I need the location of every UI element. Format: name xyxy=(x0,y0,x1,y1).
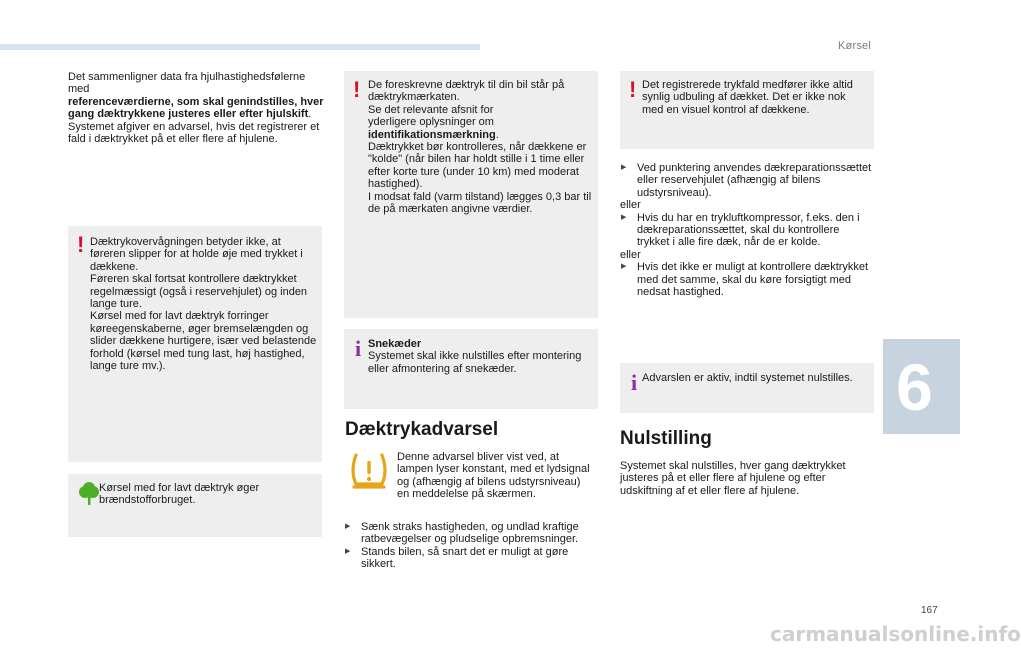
info-icon: i xyxy=(631,370,638,395)
intro-line: Det sammenligner data fra hjulhastighedsfølerne med xyxy=(68,71,306,96)
pressure-warning-part1: De foreskrevne dæktryk til din bil står på dæktrykmærkaten. Se det relevante afsnit for yderligere oplysninger om xyxy=(368,79,565,129)
active-info-text: Advarslen er aktiv, indtil systemet nulstilles. xyxy=(642,372,853,384)
heading-tire-warning: Dæktrykadvarsel xyxy=(345,419,499,440)
or-label: eller xyxy=(620,248,641,261)
chapter-number: 6 xyxy=(896,349,933,424)
info-box-snow-chains xyxy=(344,329,598,409)
warning-box-monitoring xyxy=(68,226,322,462)
warning-box-pressure xyxy=(344,71,598,318)
reset-text: Systemet skal nulstilles, hver gang dæktrykket justeres på et eller flere af hjulene og efter udskiftning af et eller flere af hjulene. xyxy=(620,460,846,497)
chapter-tab xyxy=(883,339,960,434)
warning-text: Dæktrykovervågningen betyder ikke, at føreren slipper for at holde øje med trykket i dækkene. Føreren skal fortsat kontrollere dæktrykket regelmæssigt (også i reservehjulet) og inden lange ture. Kørsel med for lavt dæktryk forringer køreegenskaberne, øger bremselængden og slider dækkene hurtigere, især ved belastende forhold (kørsel med tung last, høj hastighed, lange ture mv.). xyxy=(90,236,317,373)
snow-chains-text xyxy=(368,338,594,375)
eco-box xyxy=(68,474,322,537)
visual-check-text: Det registrerede trykfald medfører ikke altid synlig udbuling af dækket. Det er ikke nok med en visuel kontrol af dækkene. xyxy=(642,79,853,116)
info-icon: i xyxy=(355,336,362,361)
exclamation-icon: ! xyxy=(353,77,361,102)
exclamation-icon: ! xyxy=(629,77,637,102)
running-header: Kørsel xyxy=(838,40,871,52)
pressure-warning-bold: identifikationsmærkning xyxy=(368,128,496,141)
info-box-active xyxy=(620,363,874,413)
tire-pressure-warning-lamp-icon xyxy=(348,451,390,491)
pressure-warning-text xyxy=(368,79,594,215)
warning-box-visual-check xyxy=(620,71,874,149)
or-label: eller xyxy=(620,199,641,212)
intro-bold-end: . xyxy=(308,108,312,121)
intro-bold: referenceværdierne, som skal genindstilles, hver gang dæktrykkene justeres eller efter hjulskift xyxy=(68,95,324,121)
intro-line-2: Systemet afgiver en advarsel, hvis det registrerer et fald i dæktrykket på et eller flere af hjulene. xyxy=(68,120,320,146)
lamp-text: Denne advarsel bliver vist ved, at lampen lyser konstant, med et lydsignal og (afhængig af bilens udstyrsniveau) en meddelelse på skærmen. xyxy=(397,451,590,501)
watermark: carmanualsonline.info xyxy=(770,622,1021,646)
eco-tree-icon xyxy=(78,482,100,506)
heading-reset: Nulstilling xyxy=(620,428,712,449)
puncture-list xyxy=(620,162,874,298)
list-item: ▶ Ved punktering anvendes dækreparationssættet eller reservehjulet (afhængig af bilens udstyrsniveau). xyxy=(620,162,874,199)
header-bar xyxy=(0,44,480,50)
eco-text: Kørsel med for lavt dæktryk øger brændstofforbruget. xyxy=(99,482,260,507)
list-item: ▶ Stands bilen, så snart det er muligt at gøre sikkert. xyxy=(344,546,596,571)
action-list xyxy=(344,521,596,571)
list-item: ▶ Hvis det ikke er muligt at kontrollere dæktrykket med det samme, skal du køre forsigtigt med nedsat hastighed. xyxy=(620,261,874,298)
pressure-warning-part2: . Dæktrykket bør kontrolleres, når dækkene er "kolde" (når bilen har holdt stille i 1 time eller efter korte ture (under 10 km) med moderat hastighed). I modsat fald (varm tilstand) lægges 0,3 bar til de på mærkaten angivne værdier. xyxy=(368,128,592,216)
snow-chains-body: Systemet skal ikke nulstilles efter montering eller afmontering af snekæder. xyxy=(368,350,582,375)
exclamation-icon: ! xyxy=(77,232,85,257)
page-number: 167 xyxy=(921,605,938,616)
list-item: ▶ Hvis du har en trykluftkompressor, f.eks. den i dækreparationssættet, skal du kontrollere trykket i alle fire dæk, når de er kolde. xyxy=(620,212,874,249)
intro-text xyxy=(68,71,326,145)
snow-chains-title: Snekæder xyxy=(368,338,422,350)
list-item: ▶ Sænk straks hastigheden, og undlad kraftige ratbevægelser og pludselige opbremsninger. xyxy=(344,521,596,546)
